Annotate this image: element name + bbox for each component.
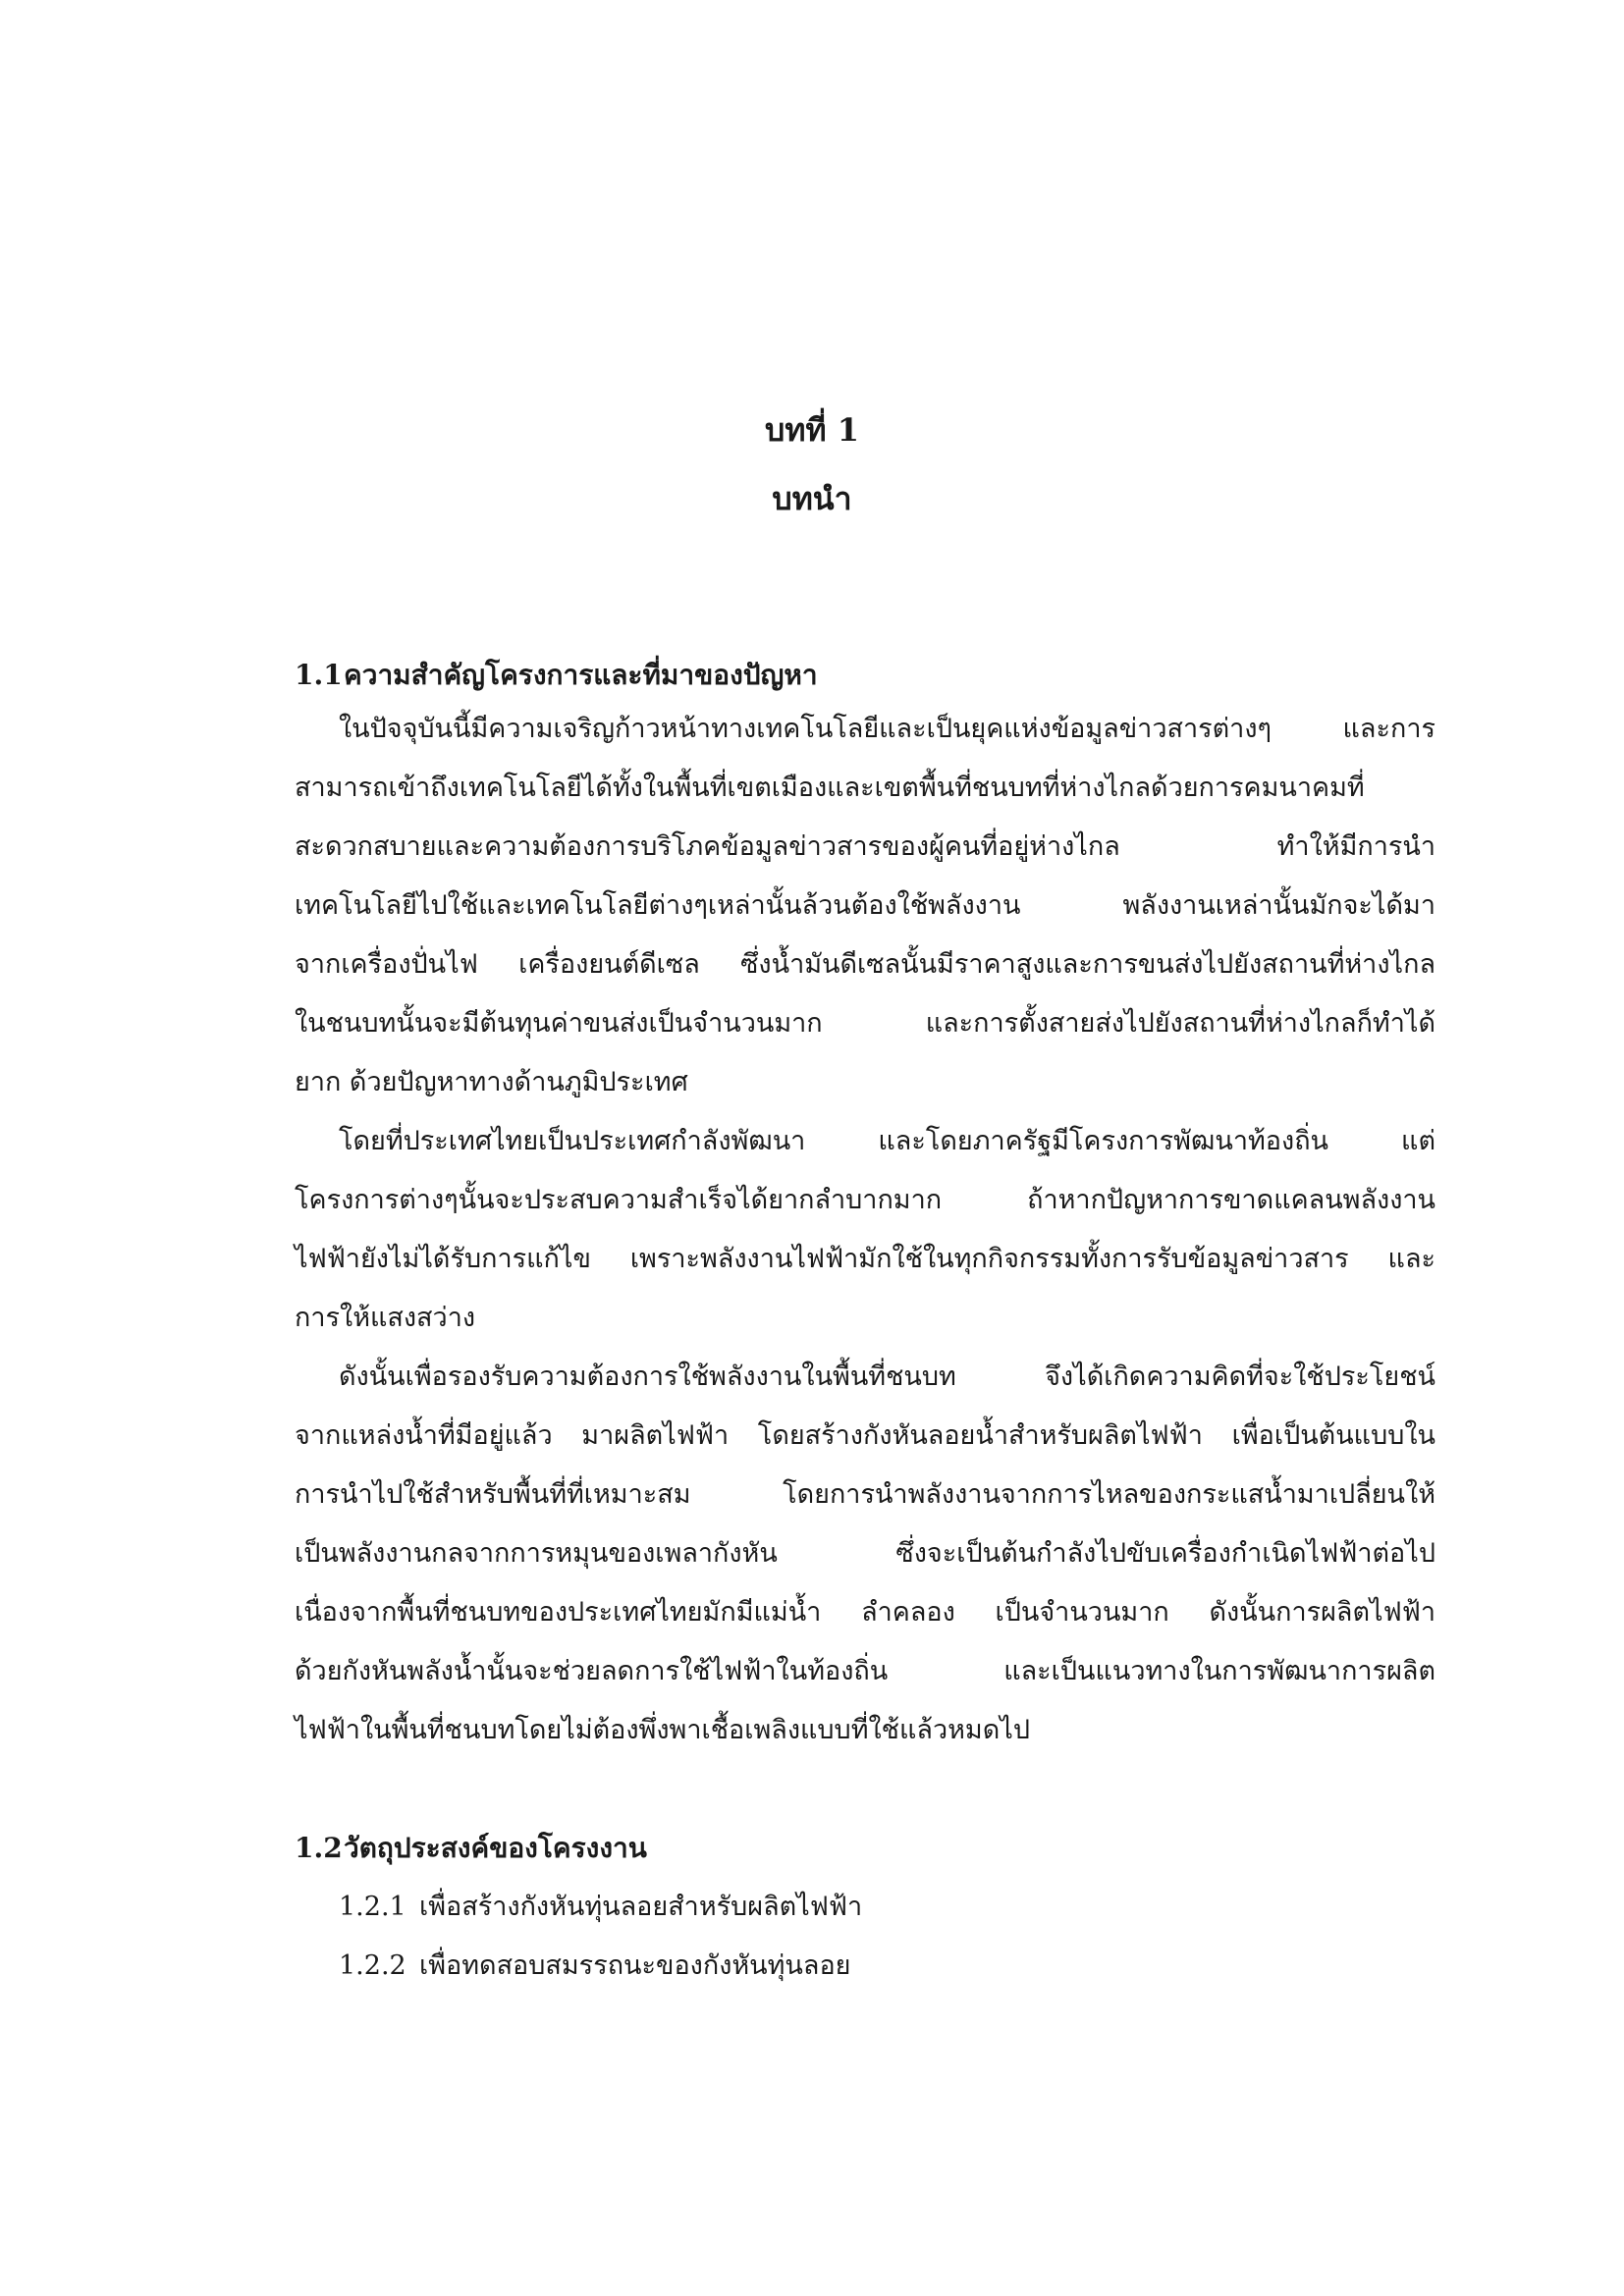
paragraph-line: ไฟฟ้าในพื้นที่ชนบทโดยไม่ต้องพึ่งพาเชื้อเพลิงแบบที่ใช้แล้วหมดไป — [295, 1715, 1030, 1745]
paragraph-line: เนื่องจากพื้นที่ชนบทของประเทศไทยมักมีแม่น้ำ ลำคลอง เป็นจำนวนมาก ดังนั้นการผลิตไฟฟ้า — [295, 1597, 1435, 1628]
paragraph-line: การนำไปใช้สำหรับพื้นที่ที่เหมาะสม โดยการนำพลังงานจากการไหลของกระแสน้ำมาเปลี่ยนให้ — [295, 1479, 1435, 1510]
paragraph-line: ไฟฟ้ายังไม่ได้รับการแก้ไข เพราะพลังงานไฟฟ้ามักใช้ในทุกกิจกรรมทั้งการรับข้อมูลข่าวสาร และ — [295, 1244, 1435, 1274]
paragraph-line: ดังนั้นเพื่อรองรับความต้องการใช้พลังงานในพื้นที่ชนบท จึงได้เกิดความคิดที่จะใช้ประโยชน์ — [339, 1362, 1435, 1392]
objective-item — [339, 1888, 862, 1927]
objective-number: 1.2.2 — [339, 1950, 406, 1981]
paragraph-line: ในชนบทนั้นจะมีต้นทุนค่าขนส่งเป็นจำนวนมาก และการตั้งสายส่งไปยังสถานที่ห่างไกลก็ทำได้ — [295, 1008, 1435, 1039]
section-title: ความสำคัญโครงการและที่มาของปัญหา — [344, 659, 818, 691]
paragraph-line: ในปัจจุบันนี้มีความเจริญก้าวหน้าทางเทคโนโลยีและเป็นยุคแห่งข้อมูลข่าวสารต่างๆ และการ — [339, 714, 1435, 744]
section-number: 1.1 — [295, 659, 343, 691]
paragraph-line: สะดวกสบายและความต้องการบริโภคข้อมูลข่าวสารของผู้คนที่อยู่ห่างไกล ทำให้มีการนำ — [295, 831, 1435, 862]
paragraph-line: จากเครื่องปั่นไฟ เครื่องยนต์ดีเซล ซึ่งน้ำมันดีเซลนั้นมีราคาสูงและการขนส่งไปยังสถานที่ห่างไกล — [295, 949, 1435, 980]
paragraph-line: โดยที่ประเทศไทยเป็นประเทศกำลังพัฒนา และโดยภาครัฐมีโครงการพัฒนาท้องถิ่น แต่ — [339, 1126, 1435, 1156]
paragraph-line: โครงการต่างๆนั้นจะประสบความสำเร็จได้ยากลำบากมาก ถ้าหากปัญหาการขาดแคลนพลังงาน — [295, 1185, 1435, 1215]
section-title: วัตถุประสงค์ของโครงงาน — [344, 1832, 647, 1864]
objective-text: เพื่อทดสอบสมรรถนะของกังหันทุ่นลอย — [419, 1950, 851, 1981]
section-heading-1-1 — [295, 656, 818, 695]
paragraph-line: เทคโนโลยีไปใช้และเทคโนโลยีต่างๆเหล่านั้นล้วนต้องใช้พลังงาน พลังงานเหล่านั้นมักจะได้มา — [295, 890, 1435, 921]
objective-text: เพื่อสร้างกังหันทุ่นลอยสำหรับผลิตไฟฟ้า — [419, 1892, 863, 1922]
paragraph-line: ด้วยกังหันพลังน้ำนั้นจะช่วยลดการใช้ไฟฟ้าในท้องถิ่น และเป็นแนวทางในการพัฒนาการผลิต — [295, 1656, 1435, 1686]
section-heading-1-2 — [295, 1829, 647, 1868]
chapter-number: บทที่ 1 — [765, 411, 859, 449]
paragraph-line: การให้แสงสว่าง — [295, 1303, 476, 1333]
section-number: 1.2 — [295, 1832, 343, 1864]
paragraph-line: ยาก ด้วยปัญหาทางด้านภูมิประเทศ — [295, 1067, 688, 1097]
objective-item — [339, 1947, 850, 1986]
objective-number: 1.2.1 — [339, 1892, 406, 1922]
paragraph-line: สามารถเข้าถึงเทคโนโลยีได้ทั้งในพื้นที่เขตเมืองและเขตพื้นที่ชนบทที่ห่างไกลด้วยการคมนาคมที่ — [295, 773, 1365, 803]
paragraph-line: จากแหล่งน้ำที่มีอยู่แล้ว มาผลิตไฟฟ้า โดยสร้างกังหันลอยน้ำสำหรับผลิตไฟฟ้า เพื่อเป็นต้นแบบใน — [295, 1420, 1435, 1451]
chapter-title: บทนำ — [772, 480, 852, 517]
paragraph-line: เป็นพลังงานกลจากการหมุนของเพลากังหัน ซึ่งจะเป็นต้นกำลังไปขับเครื่องกำเนิดไฟฟ้าต่อไป — [295, 1538, 1435, 1569]
